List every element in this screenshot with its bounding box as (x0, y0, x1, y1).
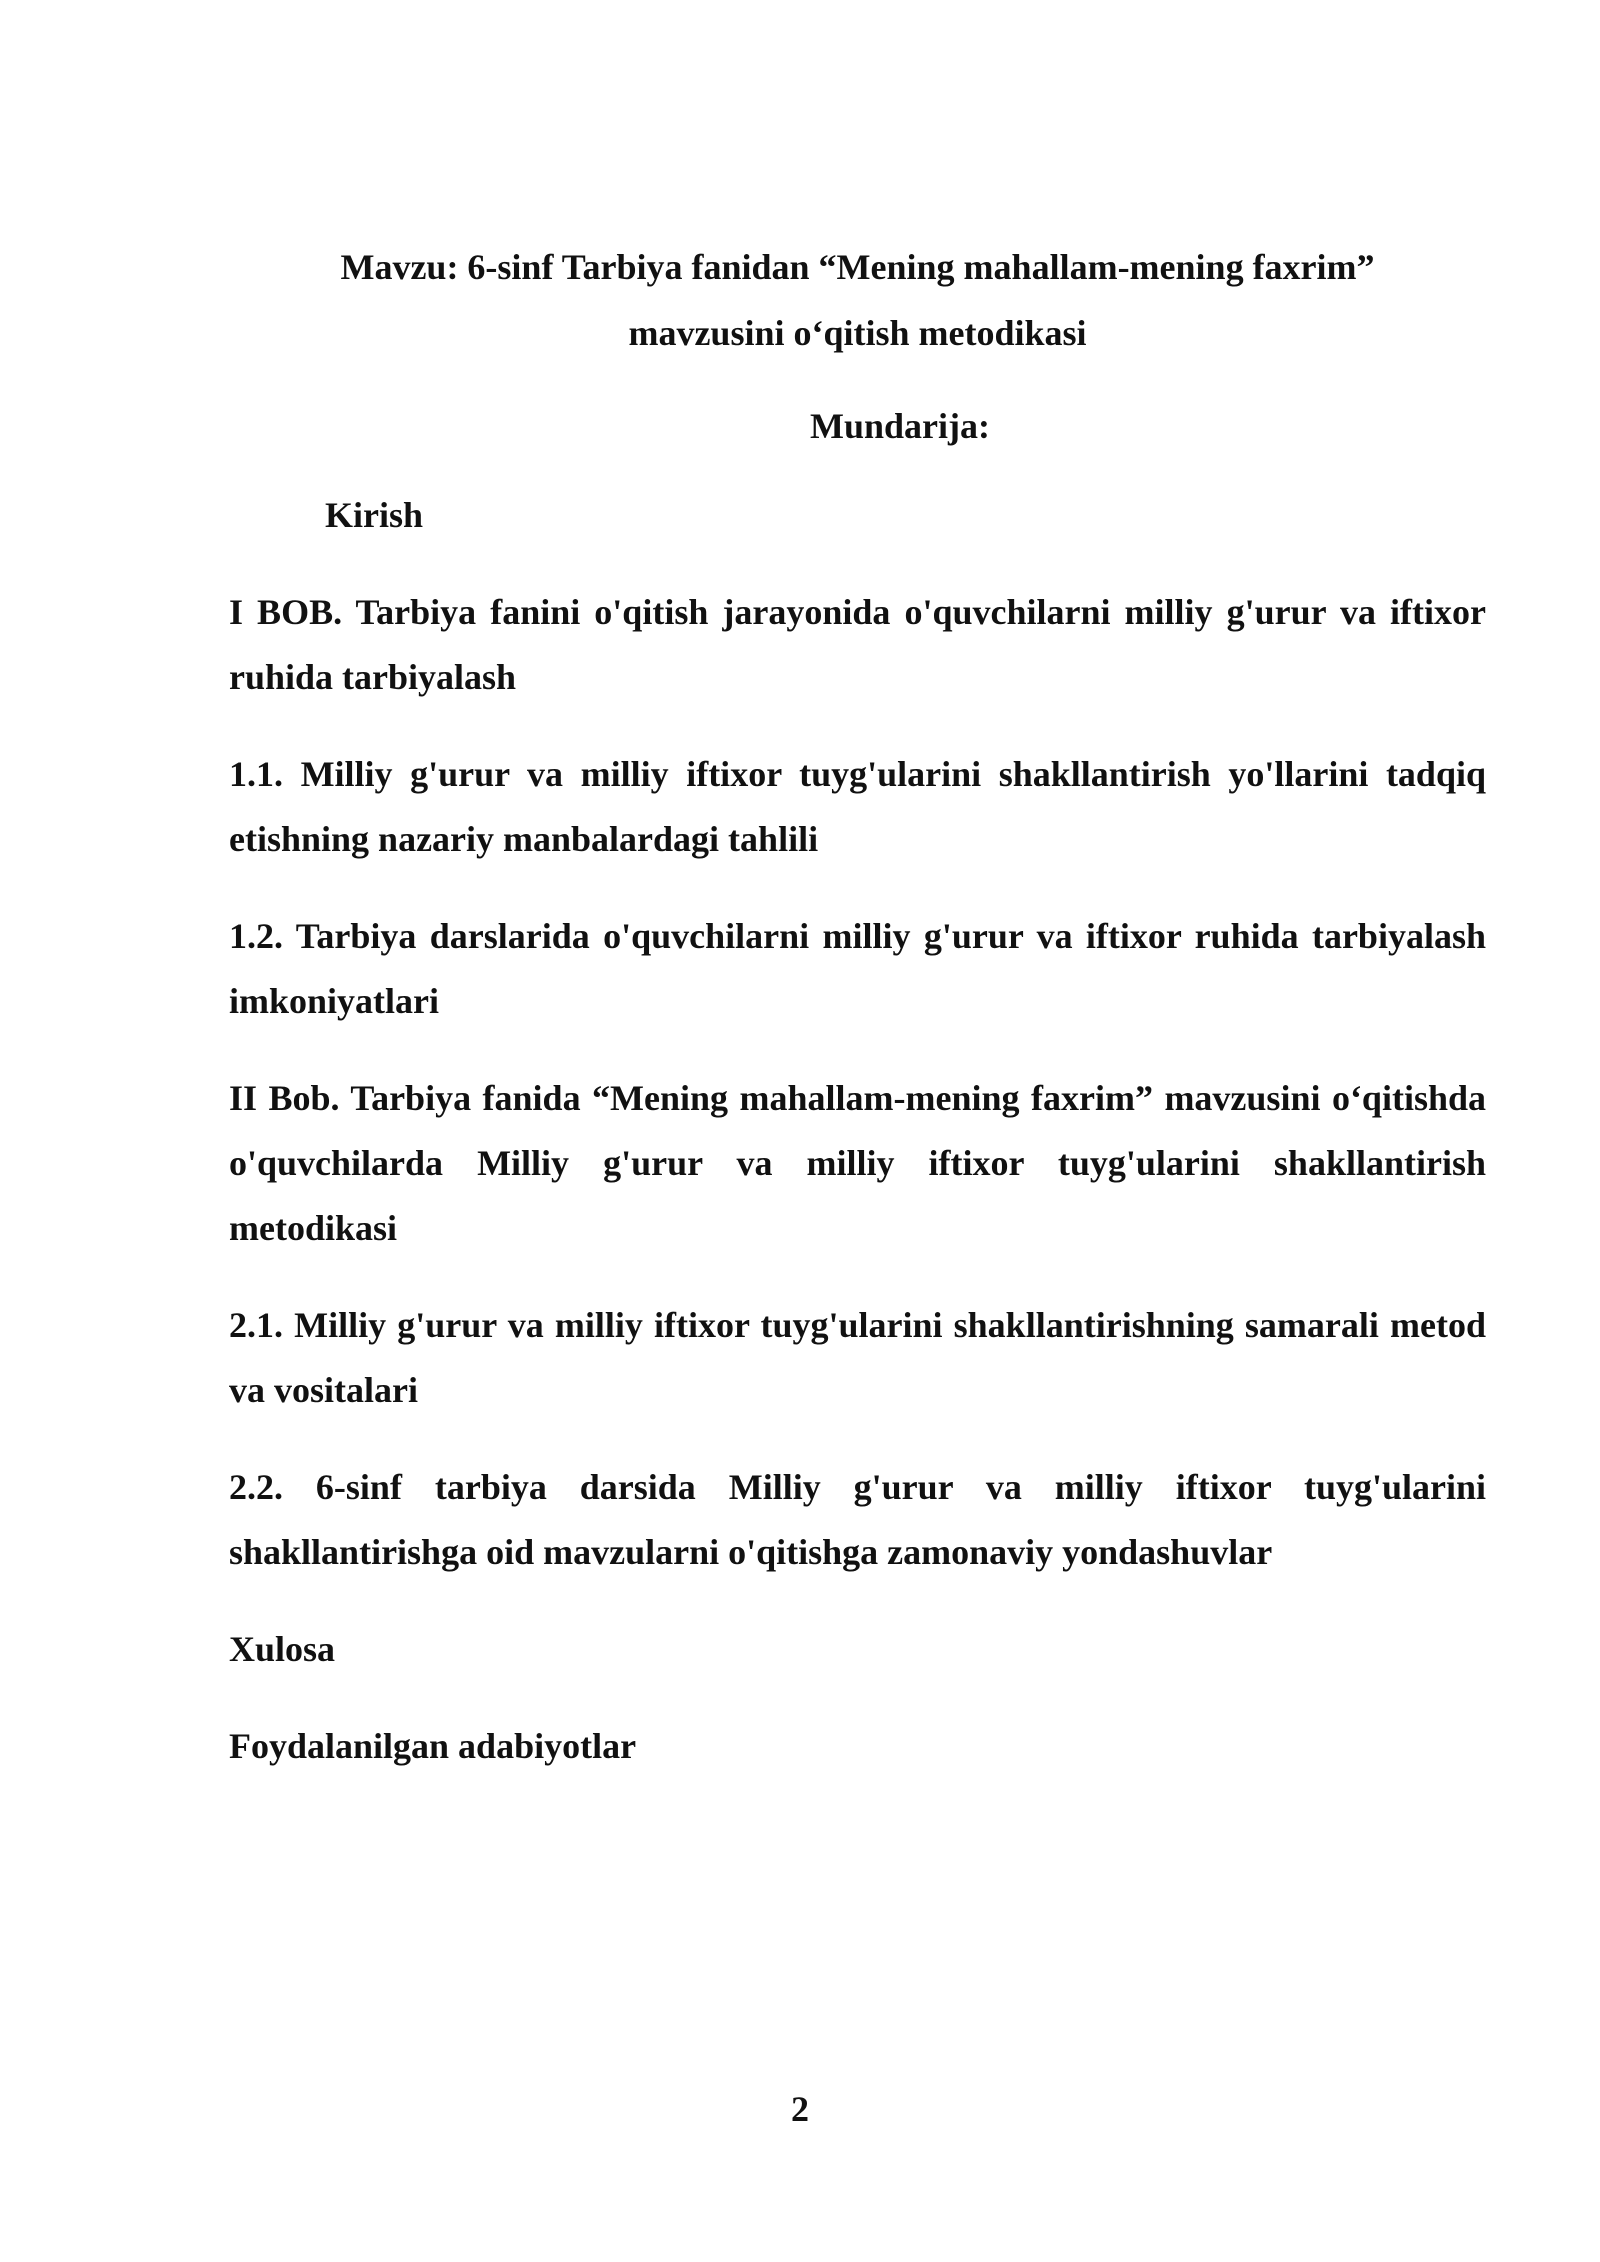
toc-item-section-2-2: 2.2. 6-sinf tarbiya darsida Milliy g'urur va milliy iftixor tuyg'ularini shakllantirishga oid mavzularni o'qitishga zamonaviy yondashuvlar (229, 1467, 1486, 1572)
document-title-line-1: Mavzu: 6-sinf Tarbiya fanidan “Mening mahallam-mening faxrim” (340, 247, 1375, 287)
toc-item-chapter-2: II Bob. Tarbiya fanida “Mening mahallam-mening faxrim” mavzusini o‘qitishda o'quvchilarda Milliy g'urur va milliy iftixor tuyg'ularini shakllantirish metodikasi (229, 1078, 1486, 1248)
toc-item-section-1-1: 1.1. Milliy g'urur va milliy iftixor tuyg'ularini shakllantirish yo'llarini tadqiq etishning nazariy manbalardagi tahlili (229, 754, 1486, 859)
toc-item-references: Foydalanilgan adabiyotlar (229, 1726, 637, 1766)
toc-item-chapter-1: I BOB. Tarbiya fanini o'qitish jarayonida o'quvchilarni milliy g'urur va iftixor ruhida tarbiyalash (229, 592, 1486, 697)
toc-item-conclusion: Xulosa (229, 1629, 336, 1669)
toc-item-section-1-2: 1.2. Tarbiya darslarida o'quvchilarni milliy g'urur va iftixor ruhida tarbiyalash imkoniyatlari (229, 916, 1486, 1021)
contents-heading: Mundarija: (810, 406, 990, 446)
toc-item-introduction: Kirish (325, 495, 424, 535)
page-number: 2 (791, 2089, 809, 2129)
document-title-line-2: mavzusini o‘qitish metodikasi (628, 313, 1087, 353)
toc-item-section-2-1: 2.1. Milliy g'urur va milliy iftixor tuyg'ularini shakllantirishning samarali metod va vositalari (229, 1305, 1486, 1410)
